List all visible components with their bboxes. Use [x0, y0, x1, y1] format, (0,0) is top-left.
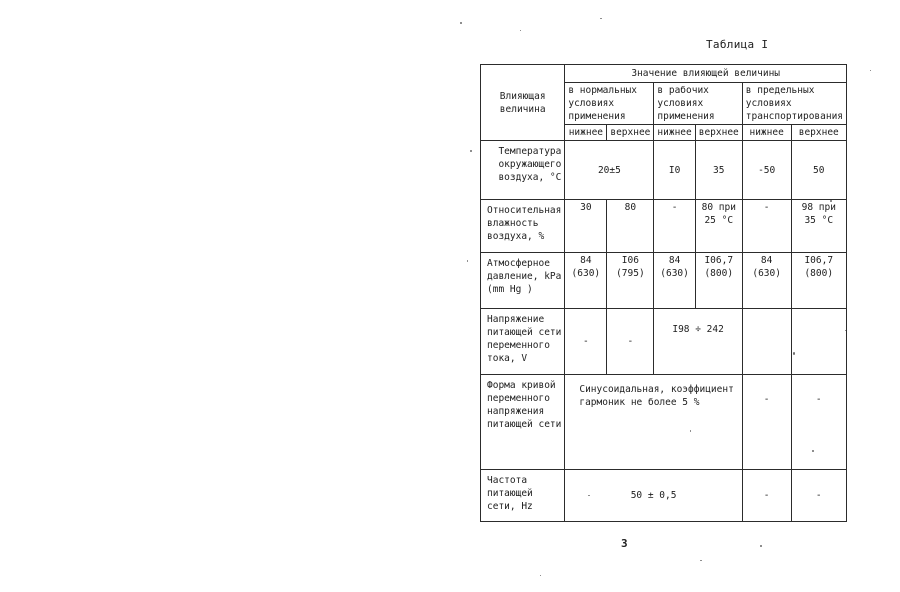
table-row: [481, 200, 847, 253]
table-row: [481, 309, 847, 375]
cell-temperature-limit-upper: 50: [791, 141, 846, 200]
factor-waveform: Форма кривой переменного напряжения питающей сети: [481, 375, 565, 470]
sub-normal-lower: нижнее: [565, 125, 607, 141]
factor-humidity: Относительная влажность воздуха, %: [481, 200, 565, 253]
cell-frequency-limit-upper: -: [791, 470, 846, 522]
cell-humidity-limit-lower: -: [742, 200, 791, 253]
header-value: Значение влияющей величины: [565, 65, 847, 83]
factor-temperature: Температура окружающего воздуха, °C: [481, 141, 565, 200]
cell-temperature-limit-lower: -50: [742, 141, 791, 200]
cell-waveform-limit-lower: -: [742, 375, 791, 470]
cell-humidity-work-upper: 80 при 25 °C: [695, 200, 742, 253]
cell-voltage-normal-upper: -: [607, 309, 654, 375]
cell-voltage-work: I98 ÷ 242: [654, 309, 742, 375]
cell-humidity-work-lower: -: [654, 200, 695, 253]
table-row: [481, 470, 847, 522]
cell-humidity-normal-upper: 80: [607, 200, 654, 253]
conditions-table: [480, 64, 847, 522]
group-work: в рабочих условиях применения: [654, 83, 742, 125]
cell-pressure-limit-upper: I06,7 (800): [791, 253, 846, 309]
sub-normal-upper: верхнее: [607, 125, 654, 141]
cell-waveform-value: Синусоидальная, коэффициент гармоник не более 5 %: [565, 375, 742, 470]
cell-pressure-limit-lower: 84 (630): [742, 253, 791, 309]
sub-work-upper: верхнее: [695, 125, 742, 141]
cell-temperature-work-lower: I0: [654, 141, 695, 200]
cell-frequency-limit-lower: -: [742, 470, 791, 522]
cell-pressure-work-lower: 84 (630): [654, 253, 695, 309]
cell-temperature-work-upper: 35: [695, 141, 742, 200]
cell-pressure-normal-lower: 84 (630): [565, 253, 607, 309]
group-limit: в предельных условиях транспортирования: [742, 83, 846, 125]
cell-humidity-limit-upper: 98 при 35 °C: [791, 200, 846, 253]
cell-voltage-limit-upper: [791, 309, 846, 375]
cell-humidity-normal-lower: 30: [565, 200, 607, 253]
sub-limit-upper: верхнее: [791, 125, 846, 141]
factor-voltage: Напряжение питающей сети переменного тока, V: [481, 309, 565, 375]
table-row: [481, 375, 847, 470]
cell-temperature-normal: 20±5: [565, 141, 654, 200]
cell-voltage-limit-lower: [742, 309, 791, 375]
cell-voltage-normal-lower: -: [565, 309, 607, 375]
factor-pressure: Атмосферное давление, kPa (mm Hg ): [481, 253, 565, 309]
sub-work-lower: нижнее: [654, 125, 695, 141]
table-caption: Таблица I: [706, 38, 769, 51]
cell-waveform-limit-upper: -: [791, 375, 846, 470]
sub-limit-lower: нижнее: [742, 125, 791, 141]
group-normal: в нормальных условиях применения: [565, 83, 654, 125]
page-number: 3: [621, 537, 628, 550]
factor-frequency: Частота питающей сети, Hz: [481, 470, 565, 522]
table-row: [481, 253, 847, 309]
cell-pressure-work-upper: I06,7 (800): [695, 253, 742, 309]
table-row: [481, 141, 847, 200]
cell-pressure-normal-upper: I06 (795): [607, 253, 654, 309]
header-factor: Влияющая величина: [481, 65, 565, 141]
cell-frequency-value: 50 ± 0,5: [565, 470, 742, 522]
